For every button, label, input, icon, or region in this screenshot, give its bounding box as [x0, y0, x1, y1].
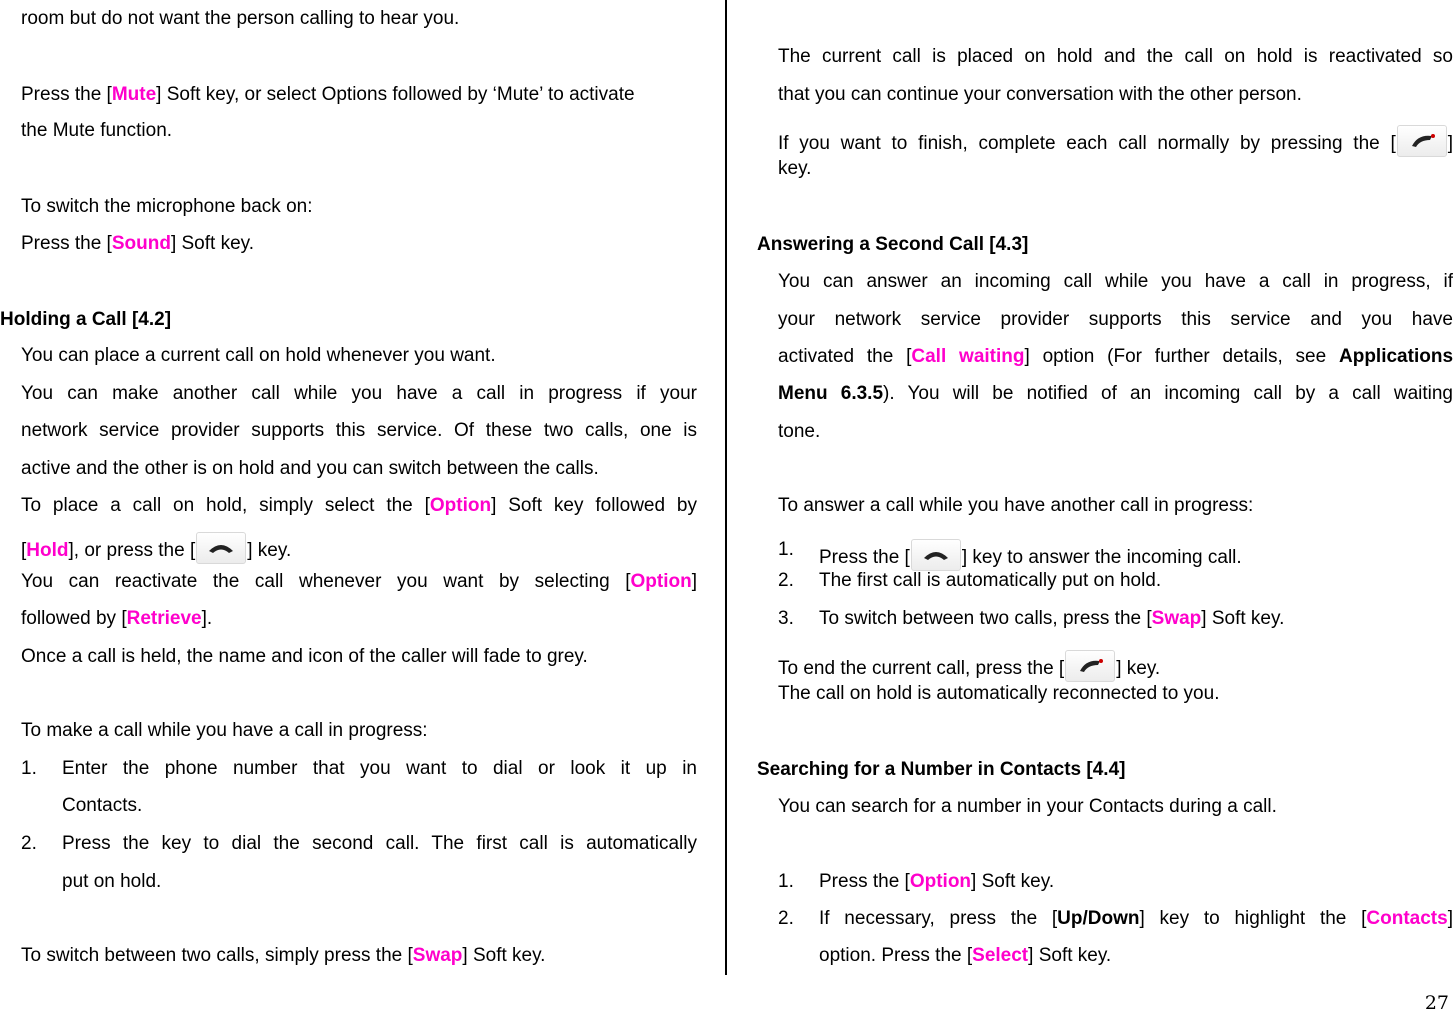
- mute-instruction: Press the [Mute] Soft key, or select Options followed by ‘Mute’ to activate: [21, 84, 635, 105]
- paragraph: You can search for a number in your Contacts during a call.: [778, 796, 1277, 817]
- paragraph: the Mute function.: [21, 120, 173, 141]
- end-call-instruction: To end the current call, press the [ ] key.: [778, 650, 1453, 682]
- send-key-icon: [911, 539, 961, 571]
- paragraph: your network service provider supports this service and you have: [778, 309, 1453, 330]
- paragraph: tone.: [778, 421, 821, 442]
- paragraph: The current call is placed on hold and the call on hold is reactivated so: [778, 46, 1453, 67]
- paragraph: Once a call is held, the name and icon of the caller will fade to grey.: [21, 646, 588, 667]
- select-key-label: Select: [972, 945, 1029, 966]
- send-key-icon: [196, 532, 246, 564]
- paragraph: Menu 6.3.5). You will be notified of an incoming call by a call waiting: [778, 383, 1453, 404]
- call-waiting-instruction: activated the [Call waiting] option (For further details, see Applications: [778, 346, 1453, 367]
- paragraph: You can answer an incoming call while you have a call in progress, if: [778, 271, 1453, 292]
- paragraph: To answer a call while you have another call in progress:: [778, 495, 1254, 516]
- contacts-label: Contacts: [1366, 908, 1448, 929]
- page-number: 27: [1424, 992, 1449, 1014]
- paragraph: To make a call while you have a call in progress:: [21, 720, 428, 741]
- sound-key-label: Sound: [111, 233, 171, 254]
- hold-instruction: [Hold], or press the [ ] key.: [21, 532, 697, 564]
- paragraph: You can make another call while you have a call in progress if your: [21, 383, 697, 404]
- paragraph: room but do not want the person calling to hear you.: [21, 8, 460, 29]
- section-heading-search-contacts: Searching for a Number in Contacts [4.4]: [757, 759, 1126, 780]
- option-key-label: Option: [429, 495, 492, 516]
- paragraph: active and the other is on hold and you can switch between the calls.: [21, 458, 599, 479]
- section-heading-holding-call: Holding a Call [4.2]: [0, 309, 172, 330]
- call-waiting-label: Call waiting: [911, 346, 1025, 367]
- place-hold-instruction: To place a call on hold, simply select the [Option] Soft key followed by: [21, 495, 697, 516]
- swap-key-label: Swap: [1151, 608, 1202, 629]
- section-heading-second-call: Answering a Second Call [4.3]: [757, 234, 1029, 255]
- paragraph: You can place a current call on hold whenever you want.: [21, 345, 496, 366]
- swap-key-label: Swap: [412, 945, 463, 966]
- option-key-label: Option: [909, 871, 972, 892]
- paragraph: that you can continue your conversation with the other person.: [778, 84, 1302, 105]
- paragraph: key.: [778, 158, 812, 179]
- retrieve-key-label: Retrieve: [126, 608, 202, 629]
- column-divider: [725, 0, 727, 975]
- option-key-label: Option: [630, 571, 692, 592]
- paragraph: To switch the microphone back on:: [21, 196, 313, 217]
- hold-key-label: Hold: [26, 540, 69, 561]
- sound-instruction: Press the [Sound] Soft key.: [21, 233, 255, 254]
- end-call-instruction: If you want to finish, complete each call normally by pressing the [ ]: [778, 125, 1453, 157]
- reactivate-instruction: You can reactivate the call whenever you want by selecting [Option]: [21, 571, 697, 592]
- mute-key-label: Mute: [111, 84, 157, 105]
- end-key-icon: [1397, 125, 1447, 157]
- retrieve-instruction: followed by [Retrieve].: [21, 608, 213, 629]
- paragraph: The call on hold is automatically reconnected to you.: [778, 683, 1220, 704]
- paragraph: network service provider supports this service. Of these two calls, one is: [21, 420, 697, 441]
- swap-instruction: To switch between two calls, simply press the [Swap] Soft key.: [21, 945, 546, 966]
- end-key-icon: [1065, 650, 1115, 682]
